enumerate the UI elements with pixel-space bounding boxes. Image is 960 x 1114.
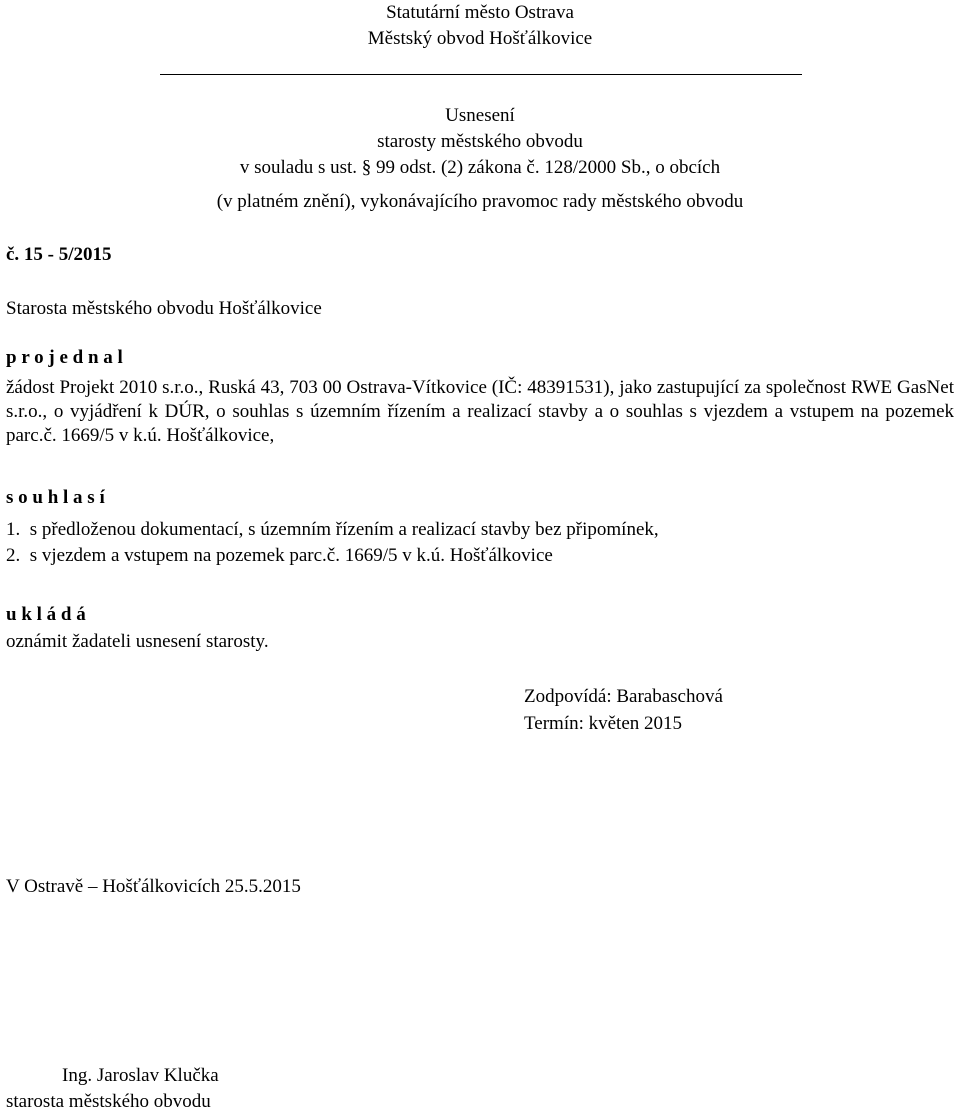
considered-keyword: p r o j e d n a l [6, 347, 123, 368]
document-subtitle-3: (v platném znění), vykonávajícího pravomoc rady městského obvodu [216, 191, 744, 212]
header-city: Statutární město Ostrava [386, 2, 574, 23]
header-district: Městský obvod Hošťálkovice [367, 28, 593, 49]
signature-name: Ing. Jaroslav Klučka [62, 1065, 219, 1086]
agrees-item-1-number: 1. [6, 519, 21, 540]
agrees-item-2-text: s vjezdem a vstupem na pozemek parc.č. 1669/5 v k.ú. Hošťálkovice [29, 545, 553, 566]
resolution-number: č. 15 - 5/2015 [6, 244, 112, 265]
signature-role: starosta městského obvodu [6, 1091, 211, 1112]
responsible-person: Zodpovídá: Barabaschová [524, 686, 723, 707]
considered-text: žádost Projekt 2010 s.r.o., Ruská 43, 703 00 Ostrava-Vítkovice (IČ: 48391531), jako zastupující za společnost RWE GasNet s.r.o., o vyjádření k DÚR, o souhlas s územním řízením a realizací stavby a o souhlas s vjezdem a vstupem na pozemek parc.č. 1669/5 v k.ú. Hošťálkovice, [6, 377, 954, 446]
issuer: Starosta městského obvodu Hošťálkovice [6, 298, 322, 319]
deadline: Termín: květen 2015 [524, 713, 683, 734]
agrees-keyword: s o u h l a s í [6, 487, 105, 508]
place-date: V Ostravě – Hošťálkovicích 25.5.2015 [6, 876, 301, 897]
header-divider [160, 74, 802, 75]
agrees-item-2 [6, 544, 553, 568]
agrees-item-1 [6, 518, 659, 542]
agrees-item-1-text: s předloženou dokumentací, s územním řízením a realizací stavby bez připomínek, [29, 519, 659, 540]
document-subtitle-2: v souladu s ust. § 99 odst. (2) zákona č. 128/2000 Sb., o obcích [239, 157, 721, 178]
document-subtitle-1: starosty městského obvodu [377, 131, 583, 152]
orders-text: oznámit žadateli usnesení starosty. [6, 631, 269, 652]
orders-keyword: u k l á d á [6, 604, 86, 625]
document-heading: Usnesení [445, 105, 515, 126]
agrees-item-2-number: 2. [6, 545, 21, 566]
